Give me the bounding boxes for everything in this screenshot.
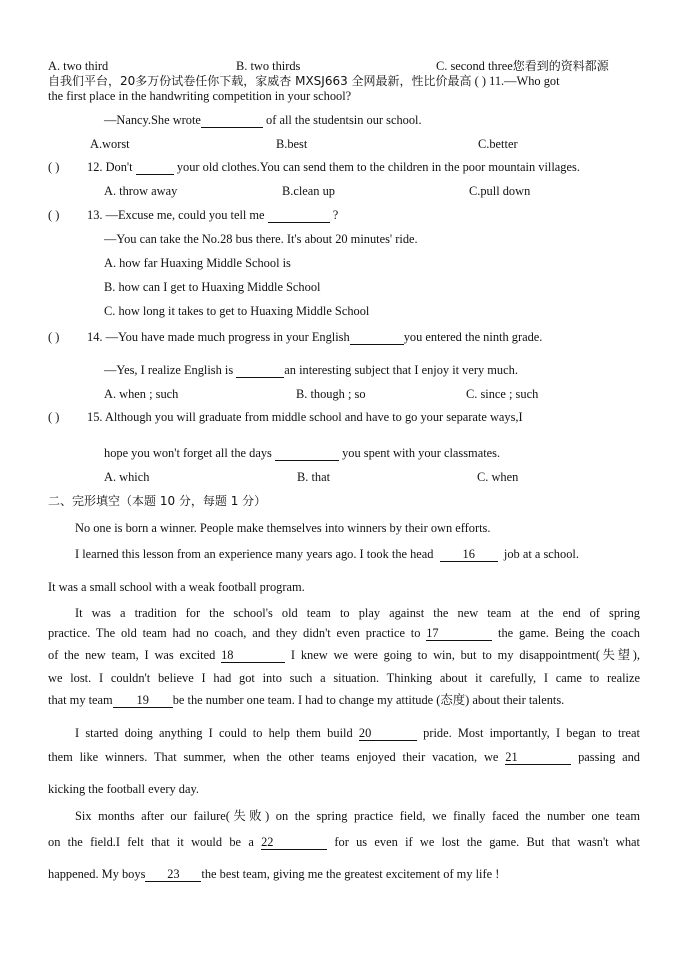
- q15-paren: ( ): [48, 410, 60, 424]
- passage-p5-line3: happened. My boys 23 the best team, giving me the greatest excitement of my life !: [48, 867, 500, 881]
- q11-line2: the first place in the handwriting competition in your school?: [48, 89, 352, 103]
- passage-p2-line1: I learned this lesson from an experience many years ago. I took the head 16 job at a school.: [75, 547, 579, 561]
- passage-p3-line3: of the new team, I was excited 18 I knew we were going to win, but to my disappointment(失望),: [48, 648, 640, 662]
- q11-option-b: B.best: [276, 137, 308, 151]
- passage-p5-line2: on the field.I felt that it would be a 22 for us even if we lost the game. But that wasn't what: [48, 835, 640, 849]
- promo-text-1: 您看到的资料都源: [512, 59, 609, 73]
- q14-option-b: B. though ; so: [296, 387, 366, 401]
- section-heading: 二、完形填空（本题 10 分，每题 1 分）: [48, 494, 267, 508]
- q15-option-a: A. which: [104, 470, 150, 484]
- passage-p3-line4: we lost. I couldn't believe I had got into such a situation. Thinking about it carefully, I came to realize: [48, 671, 640, 685]
- q14-stem: 14. —You have made much progress in your English you entered the ninth grade.: [87, 330, 543, 344]
- q13-blank[interactable]: [268, 209, 330, 223]
- q13-paren: ( ): [48, 208, 60, 222]
- q11-lead: 11.—Who got: [489, 74, 560, 88]
- q11-option-a: A.worst: [90, 137, 130, 151]
- q15-line2: hope you won't forget all the days you spent with your classmates.: [104, 446, 501, 460]
- passage-p3-line2: practice. The old team had no coach, and they didn't even practice to 17 the game. Being the coach: [48, 626, 640, 640]
- q13-option-c: C. how long it takes to get to Huaxing Middle School: [104, 304, 370, 318]
- q14-reply: —Yes, I realize English is an interesting subject that I enjoy it very much.: [104, 363, 518, 377]
- q12-paren: ( ): [48, 160, 60, 174]
- q14-option-a: A. when ; such: [104, 387, 179, 401]
- q13-stem: 13. —Excuse me, could you tell me ?: [87, 208, 339, 222]
- passage-p4-line2: them like winners. That summer, when the other teams enjoyed their vacation, we 21 passing and: [48, 750, 641, 764]
- q12-option-a: A. throw away: [104, 184, 178, 198]
- q10-option-b: B. two thirds: [236, 59, 301, 73]
- q12-stem: 12. Don't your old clothes.You can send them to the children in the poor mountain villages.: [87, 160, 580, 174]
- passage-p3-line1: It was a tradition for the school's old team to play against the new team at the end of spring: [75, 606, 640, 620]
- passage-p4-line3: kicking the football every day.: [48, 782, 199, 796]
- q14-option-c: C. since ; such: [466, 387, 539, 401]
- passage-p5-line1: Six months after our failure(失败) on the spring practice field, we finally faced the number one team: [75, 809, 640, 823]
- q15-blank[interactable]: [275, 447, 339, 461]
- q12-option-b: B.clean up: [282, 184, 335, 198]
- passage-p4-line1: I started doing anything I could to help them build 20 pride. Most importantly, I began to treat: [75, 726, 640, 740]
- q10-option-a: A. two third: [48, 59, 109, 73]
- q11-paren: ( ): [474, 74, 487, 88]
- q12-blank[interactable]: [136, 161, 174, 175]
- q15-option-b: B. that: [297, 470, 331, 484]
- promo-line: [48, 73, 560, 89]
- q12-option-c: C.pull down: [469, 184, 531, 198]
- passage-p1: No one is born a winner. People make themselves into winners by their own efforts.: [75, 521, 491, 535]
- q14-blank-1[interactable]: [350, 331, 404, 345]
- blank-22[interactable]: 22: [261, 836, 327, 850]
- blank-16[interactable]: 16: [440, 548, 498, 562]
- blank-19[interactable]: 19: [113, 694, 173, 708]
- passage-p3-line5: that my team 19 be the number one team. I had to change my attitude (态度) about their talents.: [48, 693, 565, 707]
- blank-23[interactable]: 23: [145, 868, 201, 882]
- q13-option-a: A. how far Huaxing Middle School is: [104, 256, 291, 270]
- blank-17[interactable]: 17: [426, 627, 492, 641]
- q14-paren: ( ): [48, 330, 60, 344]
- blank-20[interactable]: 20: [359, 727, 417, 741]
- blank-18[interactable]: 18: [221, 649, 285, 663]
- promo-text-2: 自我们平台，20多万份试卷任你下载，家威杏 MXSJ663 全网最新，性比价最高: [48, 74, 472, 88]
- q14-blank-2[interactable]: [236, 364, 284, 378]
- q11-option-c: C.better: [478, 137, 518, 151]
- q15-stem: 15. Although you will graduate from middle school and have to go your separate ways,I: [87, 410, 523, 424]
- q15-option-c: C. when: [477, 470, 519, 484]
- blank-21[interactable]: 21: [505, 751, 571, 765]
- q10-option-c: C. second three您看到的资料都源: [436, 59, 609, 73]
- q11-answer: —Nancy.She wrote of all the studentsin our school.: [104, 113, 422, 127]
- q11-blank[interactable]: [201, 114, 263, 128]
- passage-p2-line2: It was a small school with a weak football program.: [48, 580, 305, 594]
- q13-reply: —You can take the No.28 bus there. It's about 20 minutes' ride.: [104, 232, 418, 246]
- q13-option-b: B. how can I get to Huaxing Middle School: [104, 280, 321, 294]
